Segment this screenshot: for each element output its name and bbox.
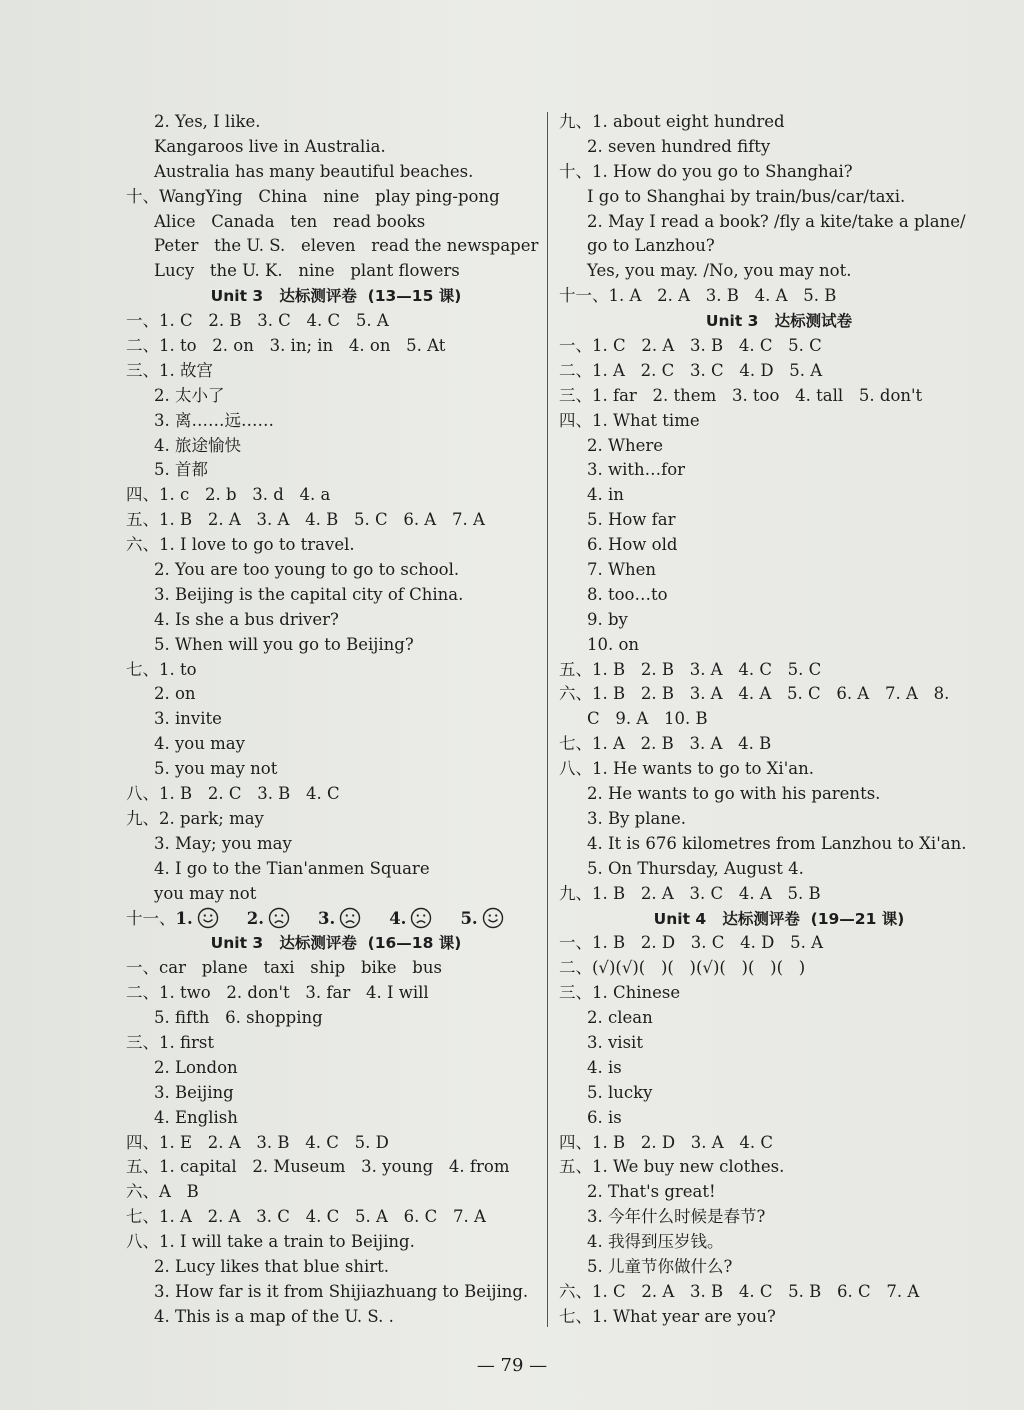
answer-line: 二、(√)(√)( )( )(√)( )( )( ) (559, 958, 806, 978)
answer-line: 3. 今年什么时候是春节? (587, 1207, 766, 1227)
answer-line: 2. on (154, 684, 196, 704)
answer-line: 4. in (587, 485, 624, 505)
answer-line: 七、1. A 2. B 3. A 4. B (559, 734, 772, 754)
answer-line: 一、car plane taxi ship bike bus (126, 958, 442, 978)
answer-line: 2. seven hundred fifty (587, 136, 771, 156)
answer-line: 3. with…for (587, 460, 686, 480)
answer-line: 2. London (154, 1057, 238, 1077)
answer-line: 七、1. A 2. A 3. C 4. C 5. A 6. C 7. A (126, 1207, 486, 1227)
smiley-face-icon (482, 907, 504, 929)
answer-line: 3. May; you may (154, 833, 292, 853)
answer-line: 六、1. B 2. B 3. A 4. A 5. C 6. A 7. A 8. (559, 684, 950, 704)
section-heading: Unit 3 达标测评卷 (16—18 课) (210, 934, 462, 953)
answer-line: Australia has many beautiful beaches. (154, 161, 474, 181)
face-item-number: 1. (175, 908, 193, 928)
answer-line: 二、1. A 2. C 3. C 4. D 5. A (559, 360, 823, 380)
answer-line: go to Lanzhou? (587, 236, 715, 256)
smiley-face-icon (197, 907, 219, 929)
answer-line: 十、WangYing China nine play ping-pong (126, 186, 500, 206)
answer-line: Peter the U. S. eleven read the newspaper (154, 236, 539, 256)
answer-line: 10. on (587, 634, 640, 654)
answer-line: 四、1. E 2. A 3. B 4. C 5. D (126, 1132, 389, 1152)
sad-face-icon (410, 907, 432, 929)
answer-line: 5. 首都 (154, 460, 208, 480)
answer-line: 5. When will you go to Beijing? (154, 634, 414, 654)
answer-line: 七、1. to (126, 659, 197, 679)
answer-line: 九、1. about eight hundred (559, 112, 785, 131)
answer-line: 四、1. B 2. D 3. A 4. C (559, 1132, 774, 1152)
answer-label: 十一、 (126, 908, 176, 928)
answer-line: 6. is (587, 1107, 622, 1127)
answer-line: 2. Yes, I like. (154, 112, 261, 131)
answer-line: 八、1. I will take a train to Beijing. (126, 1232, 415, 1252)
answer-line: 七、1. What year are you? (559, 1306, 776, 1326)
answer-line: 一、1. C 2. B 3. C 4. C 5. A (126, 311, 389, 331)
answer-line: 5. How far (587, 510, 676, 530)
answer-line: 4. you may (154, 734, 245, 754)
sad-face-icon (268, 907, 290, 929)
answer-line: 3. visit (587, 1032, 643, 1052)
answer-line: 三、1. far 2. them 3. too 4. tall 5. don't (559, 385, 923, 405)
answer-line: Alice Canada ten read books (154, 211, 426, 231)
answer-line: 八、1. He wants to go to Xi'an. (559, 759, 814, 779)
left-column (126, 110, 546, 1330)
answer-line: 3. By plane. (587, 808, 686, 828)
answer-line: 四、1. c 2. b 3. d 4. a (126, 485, 331, 505)
answer-line: 5. 儿童节你做什么? (587, 1256, 733, 1276)
face-item-number: 3. (317, 908, 336, 928)
answer-line: 五、1. We buy new clothes. (559, 1157, 785, 1177)
answer-line: 一、1. B 2. D 3. C 4. D 5. A (559, 933, 823, 953)
answer-line: 2. That's great! (587, 1182, 716, 1202)
answer-line: 2. He wants to go with his parents. (587, 784, 881, 804)
answer-line: 4. 旅途愉快 (154, 435, 241, 455)
answer-line: 二、1. two 2. don't 3. far 4. I will (126, 983, 429, 1003)
face-item-number: 2. (246, 908, 264, 928)
section-heading: Unit 3 达标测评卷 (13—15 课) (210, 287, 462, 306)
answer-line (126, 907, 546, 932)
answer-line: 九、2. park; may (126, 808, 264, 828)
answer-line: 4. English (154, 1107, 238, 1127)
answer-line: 3. Beijing is the capital city of China. (154, 584, 464, 604)
answer-line: C 9. A 10. B (587, 709, 708, 729)
answer-line: 8. too…to (587, 584, 668, 604)
answer-line: 5. lucky (587, 1082, 653, 1102)
answer-line: 六、A B (126, 1182, 199, 1202)
answer-line: 4. 我得到压岁钱。 (587, 1232, 724, 1252)
answer-line: 3. 离……远…… (154, 410, 274, 430)
answer-line: 4. It is 676 kilometres from Lanzhou to Xi'an. (587, 833, 967, 853)
answer-line: you may not (154, 883, 257, 903)
answer-line: 2. May I read a book? /fly a kite/take a plane/ (587, 211, 966, 231)
answer-line: 6. How old (587, 535, 678, 555)
answer-line: 3. Beijing (154, 1082, 234, 1102)
answer-line: 八、1. B 2. C 3. B 4. C (126, 784, 340, 804)
answer-line: 4. is (587, 1057, 622, 1077)
answer-line: 5. you may not (154, 759, 278, 779)
answer-line: 九、1. B 2. A 3. C 4. A 5. B (559, 883, 821, 903)
column-divider (547, 112, 548, 1327)
answer-line: Lucy the U. K. nine plant flowers (154, 261, 460, 281)
answer-line: 5. On Thursday, August 4. (587, 858, 804, 878)
section-heading: Unit 4 达标测评卷 (19—21 课) (653, 909, 905, 928)
answer-line: 3. How far is it from Shijiazhuang to Beijing. (154, 1281, 529, 1301)
answer-line: 2. Lucy likes that blue shirt. (154, 1256, 389, 1276)
answer-line: 三、1. 故宫 (126, 360, 213, 380)
face-item-number: 5. (460, 908, 478, 928)
right-column (559, 110, 999, 1330)
answer-line: 十、1. How do you go to Shanghai? (559, 161, 853, 181)
page-number: — 79 — (476, 1355, 548, 1376)
answer-line: 5. fifth 6. shopping (154, 1008, 323, 1028)
answer-line: 2. 太小了 (154, 385, 225, 405)
answer-line: 六、1. C 2. A 3. B 4. C 5. B 6. C 7. A (559, 1281, 920, 1301)
answer-line: 9. by (587, 609, 628, 629)
answer-line: 4. This is a map of the U. S. . (154, 1306, 394, 1326)
face-item-number: 4. (389, 908, 407, 928)
answer-line: 4. Is she a bus driver? (154, 609, 339, 629)
answer-line: Kangaroos live in Australia. (154, 136, 386, 156)
answer-line: 2. clean (587, 1008, 653, 1028)
answer-line: 4. I go to the Tian'anmen Square (154, 858, 430, 878)
answer-line: 三、1. Chinese (559, 983, 681, 1003)
answer-line: 五、1. B 2. B 3. A 4. C 5. C (559, 659, 822, 679)
answer-line: 2. You are too young to go to school. (154, 560, 460, 580)
answer-line: 十一、1. A 2. A 3. B 4. A 5. B (559, 286, 837, 306)
answer-line: 3. invite (154, 709, 222, 729)
answer-line: Yes, you may. /No, you may not. (587, 261, 852, 281)
answer-line: 2. Where (587, 435, 663, 455)
answer-line: 四、1. What time (559, 410, 700, 430)
sad-face-icon (339, 907, 361, 929)
section-heading: Unit 3 达标测试卷 (705, 312, 853, 331)
answer-line: 7. When (587, 560, 656, 580)
answer-line: 五、1. capital 2. Museum 3. young 4. from (126, 1157, 510, 1177)
answer-line: 五、1. B 2. A 3. A 4. B 5. C 6. A 7. A (126, 510, 485, 530)
answer-line: 一、1. C 2. A 3. B 4. C 5. C (559, 336, 822, 356)
answer-line: 三、1. first (126, 1032, 214, 1052)
answer-line: 二、1. to 2. on 3. in; in 4. on 5. At (126, 336, 446, 356)
answer-line: I go to Shanghai by train/bus/car/taxi. (587, 186, 906, 206)
answer-line: 六、1. I love to go to travel. (126, 535, 355, 555)
